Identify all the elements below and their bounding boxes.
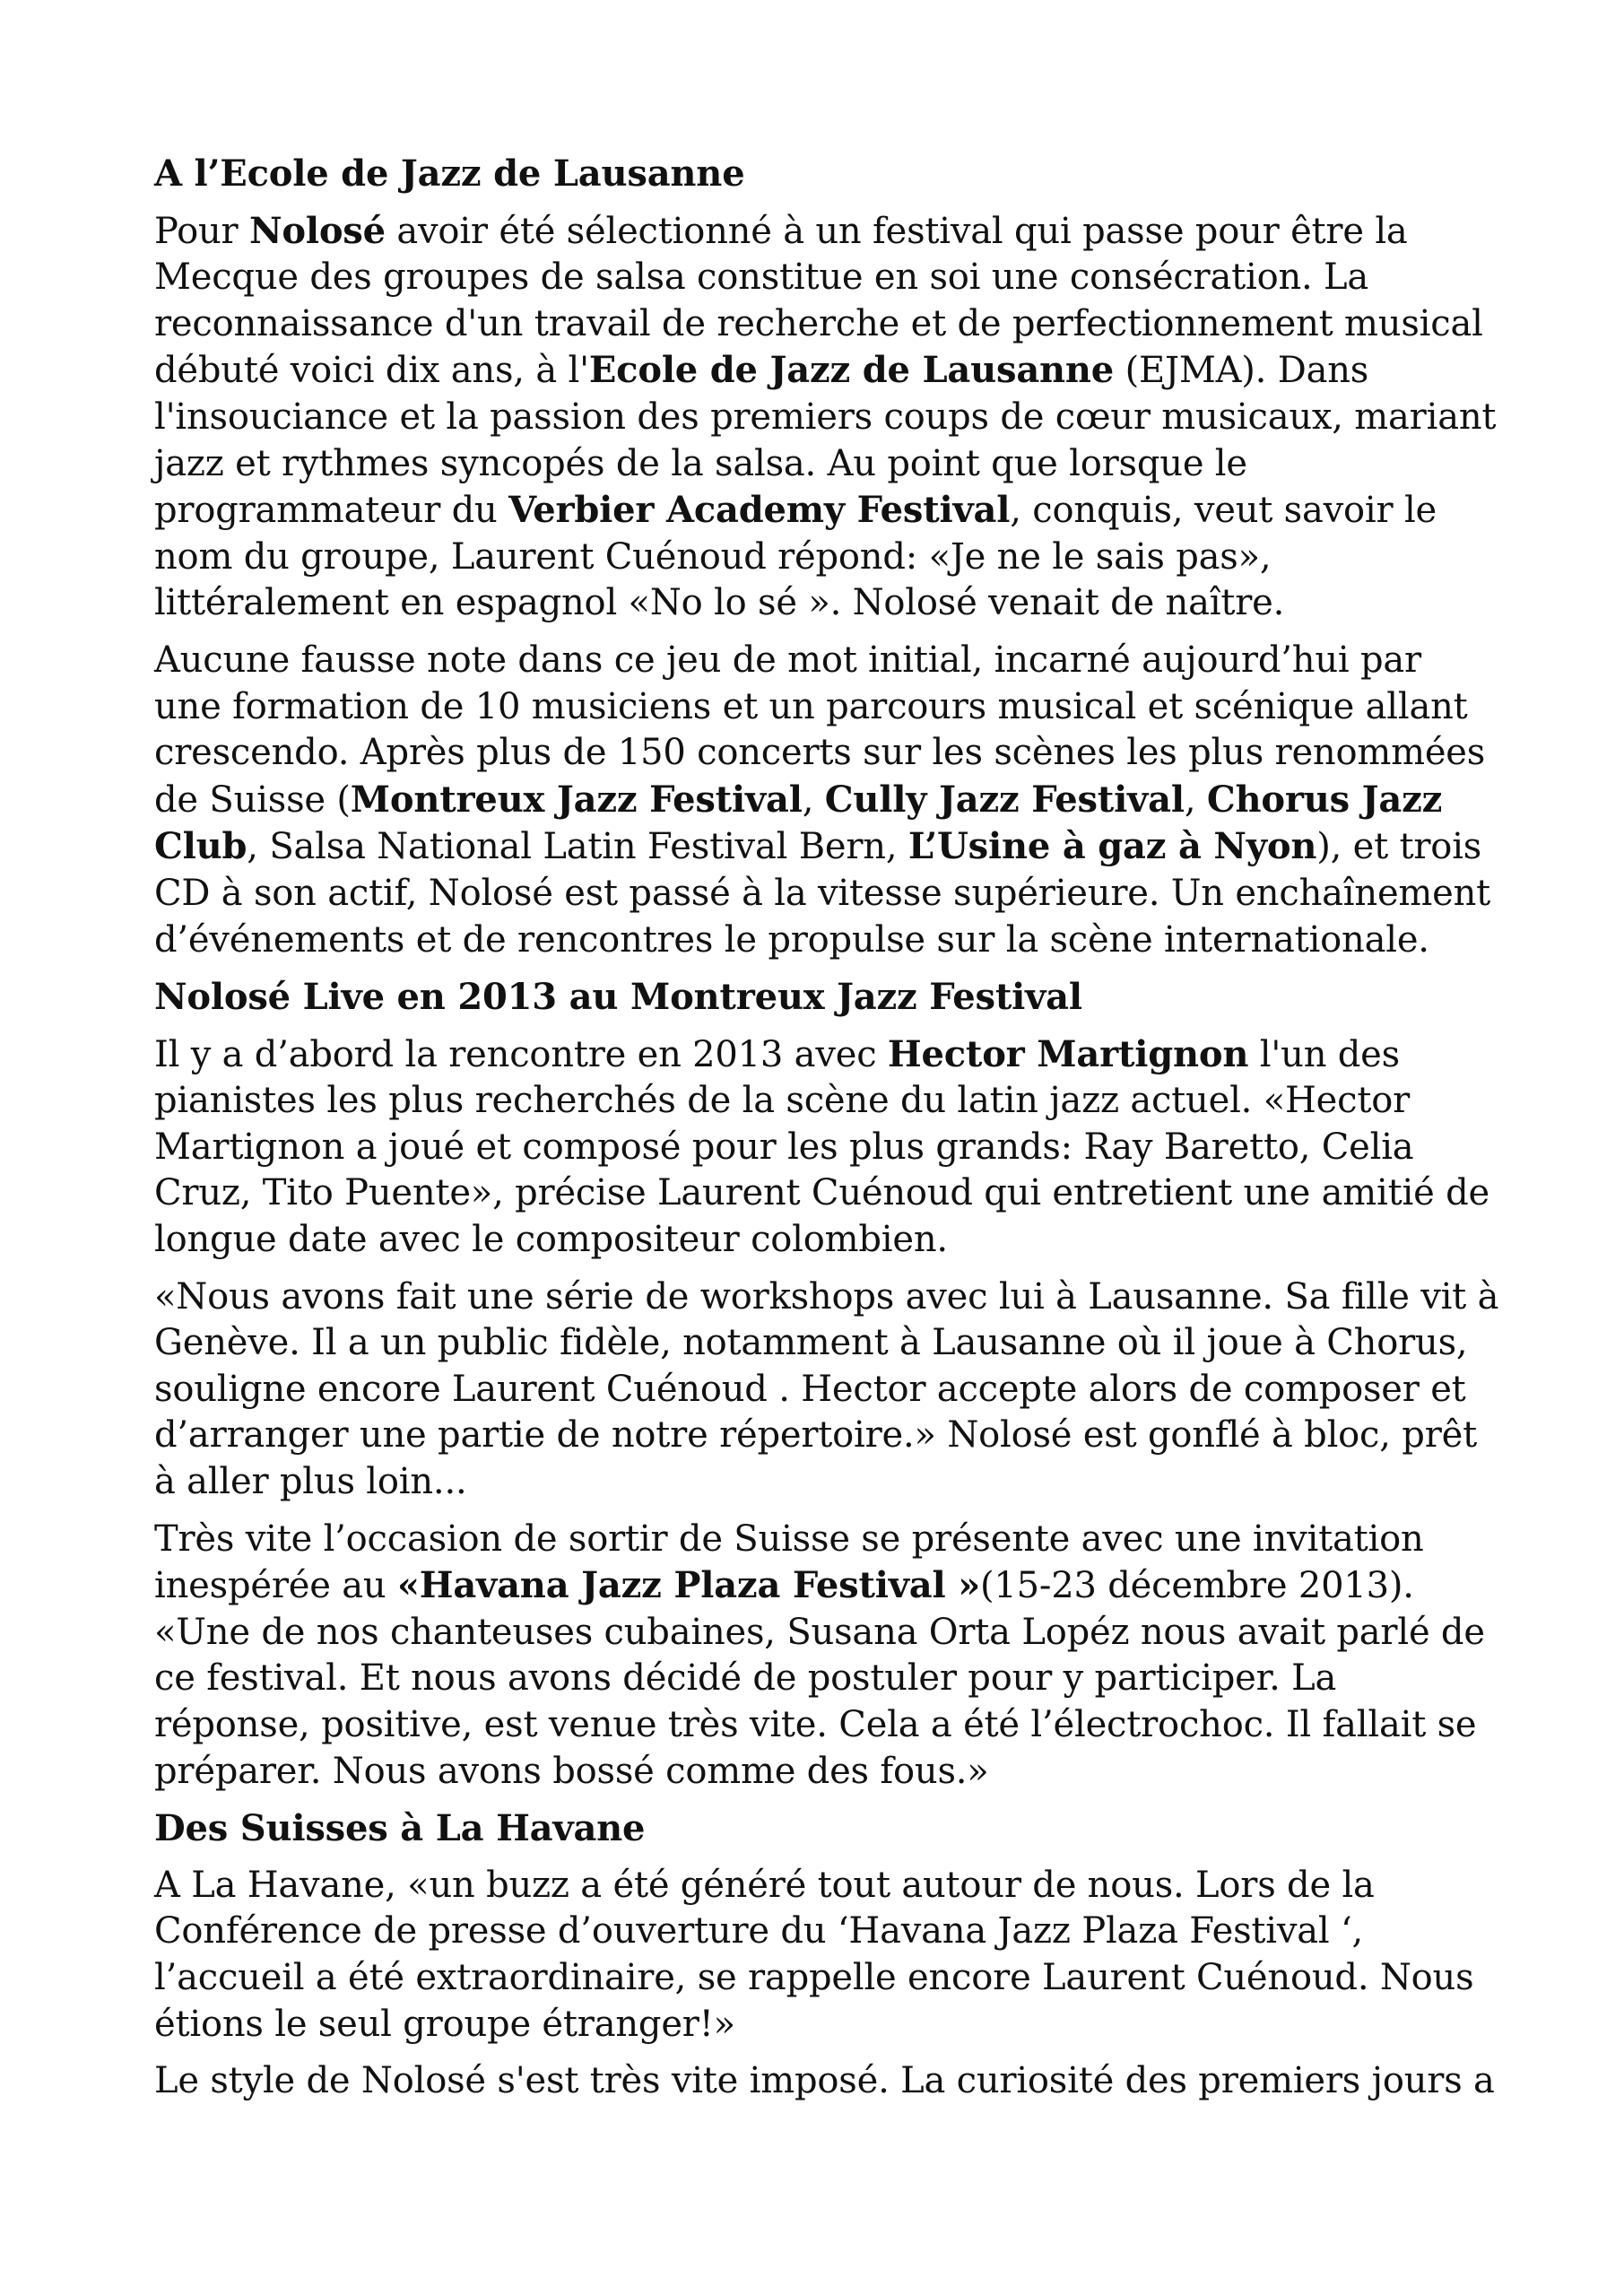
paragraph-nolose-origin [154,208,1499,627]
text-run: Très vite l’occasion de sortir de Suisse se présente avec une invitation inespérée au [154,1518,1424,1607]
section-heading-havane: Des Suisses à La Havane [154,1807,646,1850]
paragraph-havana-invitation [154,1517,1499,1796]
document-page [154,151,1499,2116]
text-run: , conquis, veut savoir le nom du groupe, Laurent Cuénoud répond: «Je ne le sais pas», littéralement en espagnol «No lo sé ». Nolosé venait de naître. [154,490,1437,624]
text-run: l'un des pianistes les plus recherchés de la scène du latin jazz actuel. «Hector Martignon a joué et composé pour les plus grands: Ray Baretto, Celia Cruz, Tito Puente», précise Laurent Cuénoud qui entretient une amitié de longue date avec le compositeur colombien. [154,1033,1489,1261]
text-run: Pour [154,210,249,252]
text-run: Il y a d’abord la rencontre en 2013 avec [154,1033,888,1075]
section-heading-montreux: Nolosé Live en 2013 au Montreux Jazz Festival [154,976,1082,1019]
paragraph-workshops: «Nous avons fait une série de workshops avec lui à Lausanne. Sa fille vit à Genève. Il a un public fidèle, notamment à Lausanne où il joue à Chorus, souligne encore Laurent Cuénoud . Hector accepte alors de composer et d’arranger une partie de notre répertoire.» Nolosé est gonflé à bloc, prêt à aller plus loin... [154,1275,1499,1503]
bold-run: Chorus Jazz Club [154,778,1443,868]
paragraph-style: Le style de Nolosé s'est très vite imposé. La curiosité des premiers jours a [154,2060,1495,2102]
bold-run: «Havana Jazz Plaza Festival » [396,1564,981,1607]
bold-run: Verbier Academy Festival [508,489,1011,532]
text-run: Aucune fausse note dans ce jeu de mot initial, incarné aujourd’hui par une formation de 10 musiciens et un parcours musical et scénique allant crescendo. Après plus de 150 concerts sur les scènes les plus renommées de Suisse ( [154,639,1486,821]
bold-run: Montreux Jazz Festival [350,778,803,821]
text-run: , Salsa National Latin Festival Bern, [247,826,908,868]
paragraph-buzz: A La Havane, «un buzz a été généré tout autour de nous. Lors de la Conférence de presse d’ouverture du ‘Havana Jazz Plaza Festival ‘, l’accueil a été extraordinaire, se rappelle encore Laurent Cuénoud. Nous étions le seul groupe étranger!» [154,1864,1474,2045]
text-run: , [802,778,825,821]
paragraph-career [154,638,1499,963]
paragraph-hector [154,1031,1499,1264]
text-run: ), et trois CD à son actif, Nolosé est passé à la vitesse supérieure. Un enchaînement d’événements et de rencontres le propulse sur la scène internationale. [154,826,1491,961]
bold-run: Cully Jazz Festival [824,778,1185,821]
text-run: (EJMA). Dans l'insouciance et la passion des premiers coups de cœur musicaux, mariant jazz et rythmes syncopés de la salsa. Au point que lorsque le programmateur du [154,350,1497,532]
text-run: , [1184,778,1207,821]
bold-run: Ecole de Jazz de Lausanne [588,349,1115,392]
text-run: (15-23 décembre 2013). «Une de nos chanteuses cubaines, Susana Orta Lopéz nous avait parlé de ce festival. Et nous avons décidé de postuler pour y participer. La réponse, positive, est venue très vite. Cela a été l’électrochoc. Il fallait se préparer. Nous avons bossé comme des fous.» [154,1565,1485,1792]
bold-run: L’Usine à gaz à Nyon [908,825,1317,868]
text-run: avoir été sélectionné à un festival qui passe pour être la Mecque des groupes de salsa constitue en soi une consécration. La reconnaissance d'un travail de recherche et de perfectionnement musical débuté voici dix ans, à l' [154,210,1483,392]
section-heading-ecole-jazz: A l’Ecole de Jazz de Lausanne [154,152,745,195]
bold-run: Nolosé [248,209,386,252]
bold-run: Hector Martignon [887,1032,1249,1075]
